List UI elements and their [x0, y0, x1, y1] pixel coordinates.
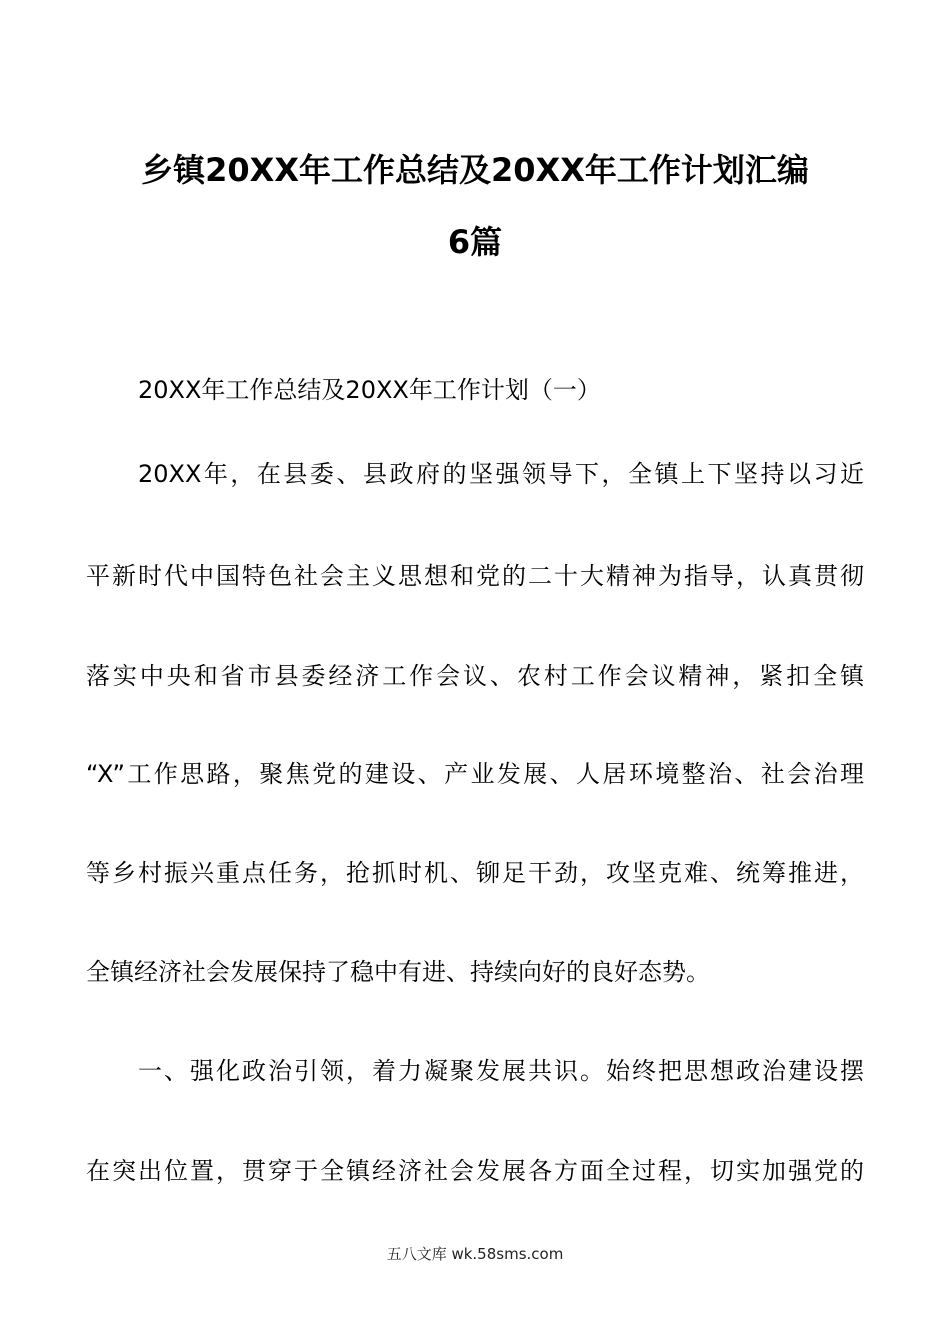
- paragraph-line: 20XX年，在县委、县政府的坚强领导下，全镇上下坚持以习近: [138, 460, 864, 488]
- paragraph-line: 落实中央和省市县委经济工作会议、农村工作会议精神，紧扣全镇: [86, 662, 864, 690]
- section-heading: 20XX年工作总结及20XX年工作计划（一）: [138, 376, 601, 404]
- paragraph-line: 平新时代中国特色社会主义思想和党的二十大精神为指导，认真贯彻: [86, 562, 864, 590]
- document-title-line-1: 乡镇20XX年工作总结及20XX年工作计划汇编: [141, 151, 809, 189]
- paragraph-line: “X”工作思路，聚焦党的建设、产业发展、人居环境整治、社会治理: [86, 760, 864, 788]
- document-title-line-2: 6篇: [447, 223, 503, 261]
- paragraph-line: 一、强化政治引领，着力凝聚发展共识。始终把思想政治建设摆: [138, 1057, 864, 1085]
- paragraph-line: 等乡村振兴重点任务，抢抓时机、铆足干劲，攻坚克难、统筹推进，: [86, 859, 864, 887]
- paragraph-line: 在突出位置，贯穿于全镇经济社会发展各方面全过程，切实加强党的: [86, 1157, 864, 1185]
- paragraph-line: 全镇经济社会发展保持了稳中有进、持续向好的良好态势。: [86, 958, 710, 986]
- footer-watermark: 五八文库 wk.58sms.com: [386, 1245, 564, 1263]
